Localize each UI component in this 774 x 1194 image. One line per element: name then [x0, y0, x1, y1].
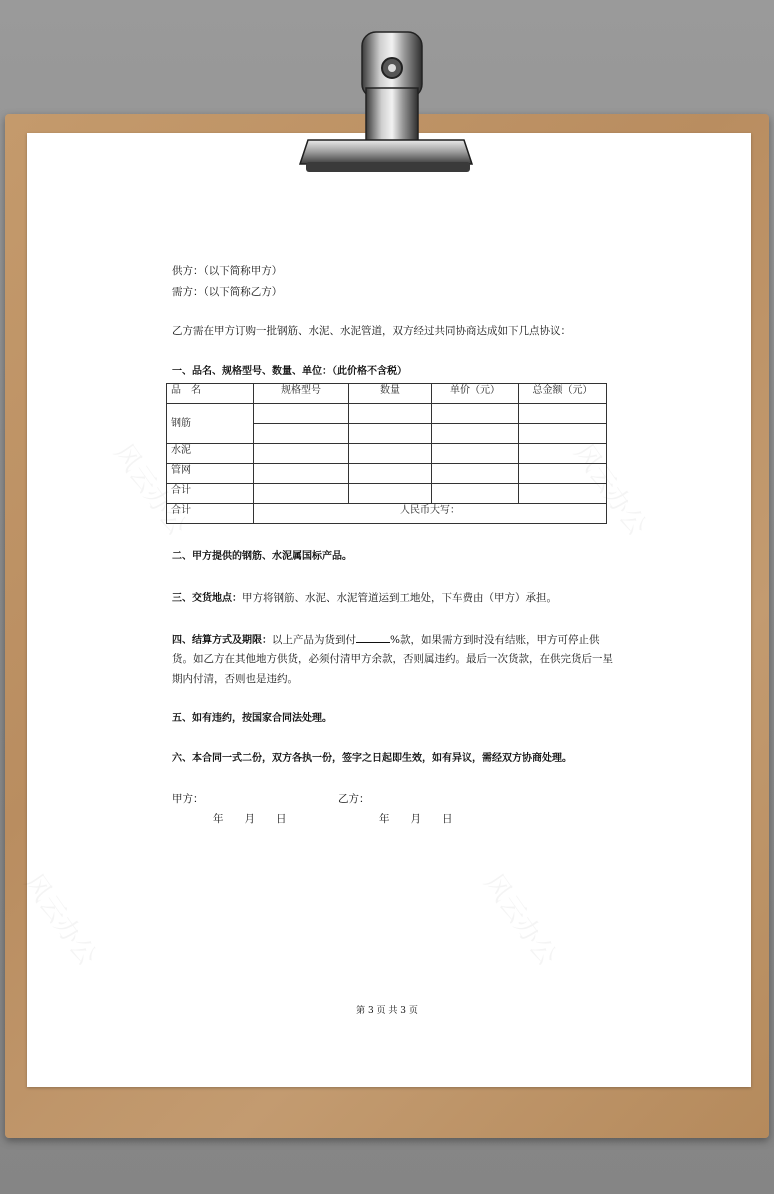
row-label: 钢筋 [167, 404, 254, 444]
table-cell [254, 404, 349, 424]
table-cell [432, 484, 519, 504]
table-cell [519, 464, 607, 484]
section-3-title: 三、交货地点： [172, 593, 242, 604]
table-header: 单价（元） [432, 384, 519, 404]
table-cell [432, 444, 519, 464]
table-cell [349, 424, 432, 444]
page-number: 第 3 页 共 3 页 [356, 1006, 418, 1016]
binder-clip-icon [296, 28, 476, 178]
buyer-line: 需方：（以下简称乙方） [172, 286, 283, 298]
table-cell [519, 484, 607, 504]
table-cell [349, 444, 432, 464]
table-header-row [167, 384, 607, 404]
row-label: 合计 [167, 484, 254, 504]
table-row [167, 404, 607, 424]
table-cell [519, 444, 607, 464]
table-header: 品 名 [167, 384, 254, 404]
table-row [167, 464, 607, 484]
supplier-line: 供方：（以下简称甲方） [172, 265, 283, 277]
date-party-b: 年 月 日 [379, 813, 453, 825]
section-4-text-a: 以上产品为货到付 [272, 634, 356, 646]
table-cell [519, 404, 607, 424]
product-table [166, 383, 607, 524]
section-4-title: 四、结算方式及期限： [172, 635, 272, 646]
row-label: 合计 [167, 504, 254, 524]
table-cell [432, 464, 519, 484]
section-4-line-2: 货。如乙方在其他地方供货，必须付清甲方余款，否则属违约。最后一次货款，在供完货后一星 [172, 653, 613, 665]
section-3-text: 甲方将钢筋、水泥、水泥管道运到工地处，下车费由（甲方）承担。 [242, 592, 557, 604]
table-header: 数量 [349, 384, 432, 404]
table-total-row [167, 504, 607, 524]
total-amount-words: 人民币大写： [254, 504, 607, 524]
row-label: 水泥 [167, 444, 254, 464]
table-cell [432, 424, 519, 444]
section-6: 六、本合同一式二份，双方各执一份，签字之日起即生效，如有异议，需经双方协商处理。 [172, 753, 572, 764]
table-cell [254, 444, 349, 464]
table-cell [519, 424, 607, 444]
section-4-line-1 [172, 631, 599, 648]
signature-party-b: 乙方： [338, 793, 370, 805]
table-cell [349, 484, 432, 504]
table-cell [254, 424, 349, 444]
payment-percent-blank [356, 631, 390, 643]
table-header: 总金额（元） [519, 384, 607, 404]
section-2: 二、甲方提供的钢筋、水泥属国标产品。 [172, 551, 352, 562]
paper-sheet [27, 133, 751, 1087]
section-3 [172, 591, 557, 606]
section-4-line-3: 期内付清，否则也是违约。 [172, 673, 298, 685]
section-5: 五、如有违约，按国家合同法处理。 [172, 713, 332, 724]
table-cell [432, 404, 519, 424]
table-row [167, 444, 607, 464]
row-label: 管网 [167, 464, 254, 484]
table-cell [254, 464, 349, 484]
section-1-heading: 一、品名、规格型号、数量、单位：（此价格不含税） [172, 366, 407, 377]
table-row [167, 484, 607, 504]
intro-paragraph: 乙方需在甲方订购一批钢筋、水泥、水泥管道，双方经过共同协商达成如下几点协议： [172, 325, 571, 337]
table-cell [349, 464, 432, 484]
table-header: 规格型号 [254, 384, 349, 404]
section-4-text-b: %款，如果需方到时没有结账，甲方可停止供 [390, 634, 600, 646]
signature-party-a: 甲方： [172, 793, 204, 805]
date-party-a: 年 月 日 [213, 813, 287, 825]
table-cell [254, 484, 349, 504]
table-cell [349, 404, 432, 424]
